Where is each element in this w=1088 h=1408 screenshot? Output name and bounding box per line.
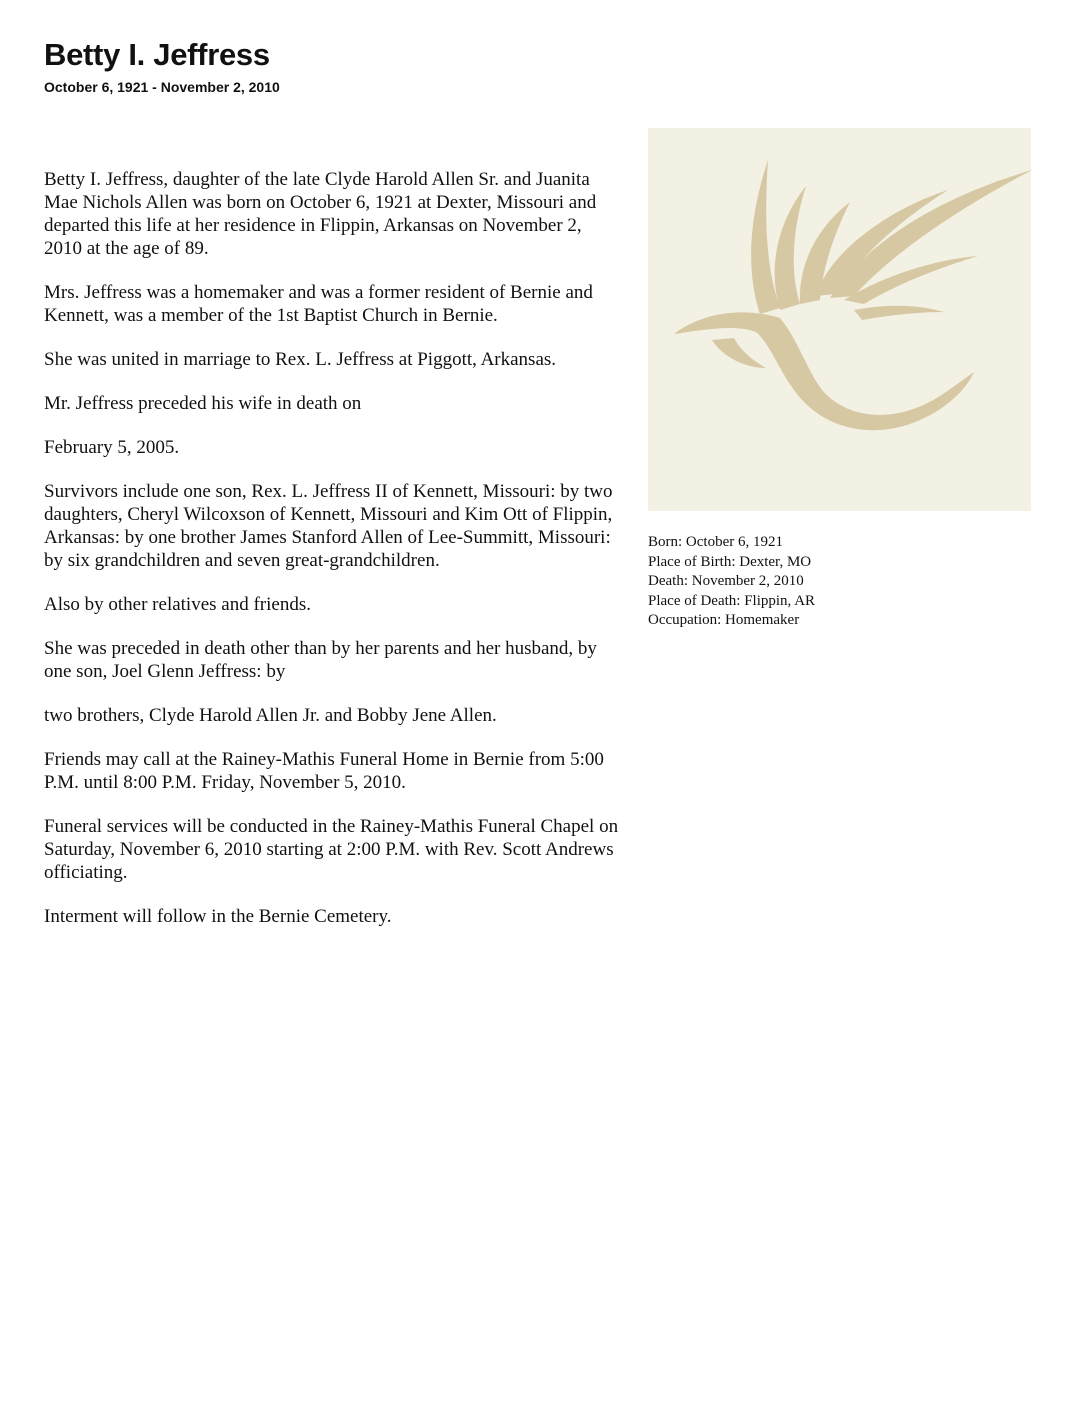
- place-of-birth-fact: Place of Birth: Dexter, MO: [648, 553, 812, 570]
- obituary-text: [44, 168, 619, 949]
- obituary-paragraph: Survivors include one son, Rex. L. Jeffress II of Kennett, Missouri: by two daughters, Cheryl Wilcoxson of Kennett, Missouri and Kim Ott of Flippin, Arkansas: by one brother James Stanford Allen of Lee-Summitt, Missouri: by six grandchildren and seven great-grandchildren.: [44, 481, 613, 571]
- obituary-paragraph: Funeral services will be conducted in the Rainey-Mathis Funeral Chapel on Saturday, November 6, 2010 starting at 2:00 P.M. with Rev. Scott Andrews officiating.: [44, 816, 619, 883]
- obituary-paragraph: Friends may call at the Rainey-Mathis Funeral Home in Bernie from 5:00 P.M. until 8:00 P.M. Friday, November 5, 2010.: [44, 749, 604, 793]
- death-fact: Death: November 2, 2010: [648, 573, 804, 589]
- place-of-death-fact: Place of Death: Flippin, AR: [648, 592, 816, 609]
- born-fact: Born: October 6, 1921: [648, 534, 783, 550]
- obituary-paragraph: two brothers, Clyde Harold Allen Jr. and Bobby Jene Allen.: [44, 705, 497, 726]
- obituary-paragraph: Mrs. Jeffress was a homemaker and was a former resident of Bernie and Kennett, was a member of the 1st Baptist Church in Bernie.: [44, 282, 593, 326]
- deceased-name: Betty I. Jeffress: [44, 37, 270, 72]
- obituary-header: [44, 36, 744, 97]
- obituary-paragraph: Betty I. Jeffress, daughter of the late Clyde Harold Allen Sr. and Juanita Mae Nichols Allen was born on October 6, 1921 at Dexter, Missouri and departed this life at her residence in Flippin, Arkansas on November 2, 2010 at the age of 89.: [44, 169, 597, 259]
- memorial-photo: [648, 128, 1031, 511]
- obituary-paragraph: Also by other relatives and friends.: [44, 594, 311, 615]
- vital-facts: [648, 533, 1048, 631]
- life-dates: October 6, 1921 - November 2, 2010: [44, 79, 280, 95]
- dove-icon: [648, 128, 1031, 511]
- obituary-paragraph: Interment will follow in the Bernie Cemetery.: [44, 906, 392, 927]
- obituary-paragraph: She was preceded in death other than by her parents and her husband, by one son, Joel Glenn Jeffress: by: [44, 638, 597, 682]
- obituary-paragraph: Mr. Jeffress preceded his wife in death on: [44, 393, 362, 414]
- occupation-fact: Occupation: Homemaker: [648, 612, 800, 628]
- obituary-paragraph: February 5, 2005.: [44, 437, 180, 458]
- obituary-paragraph: She was united in marriage to Rex. L. Jeffress at Piggott, Arkansas.: [44, 349, 557, 370]
